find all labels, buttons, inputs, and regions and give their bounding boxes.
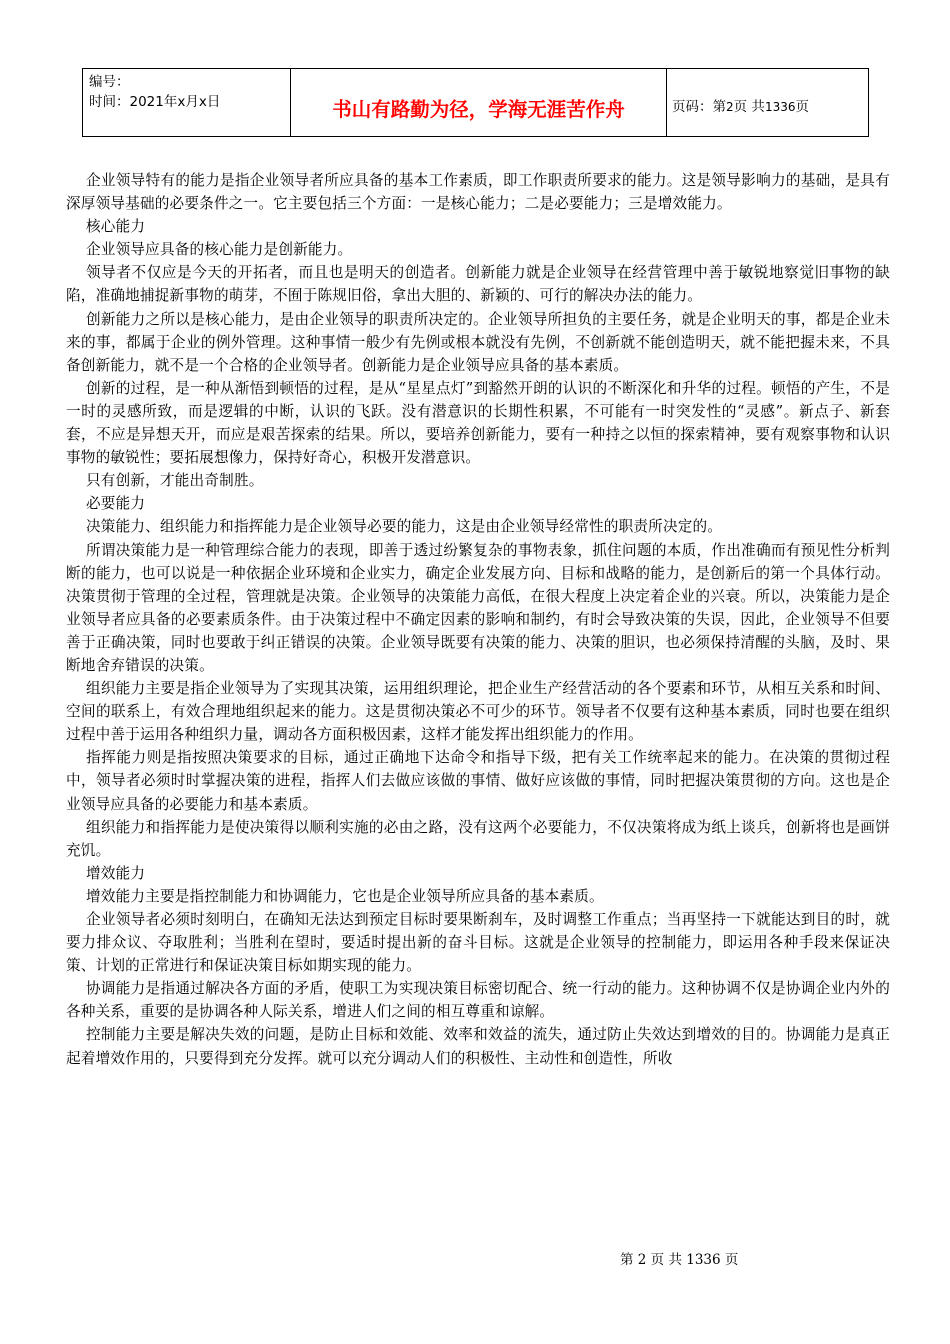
page-current: 2: [726, 99, 734, 114]
document-time-label: 时间：2021年x月x日: [89, 94, 221, 110]
document-number-label: 编号：: [89, 74, 130, 90]
paragraph: 协调能力是指通过解决各方面的矛盾，使职工为实现决策目标密切配合、统一行动的能力。这种协调不仅是协调企业内外的各种关系，重要的是协调各种人际关系，增进人们之间的相互尊重和谅解。: [66, 980, 890, 1021]
page-total: 1336: [764, 99, 796, 114]
header-page-cell: [667, 69, 869, 137]
page-footer: 第 2 页 共 1336 页: [620, 1252, 739, 1268]
paragraph: 增效能力主要是指控制能力和协调能力，它也是企业领导所应具备的基本素质。: [86, 887, 604, 905]
document-header: [82, 68, 869, 137]
paragraph: 只有创新，才能出奇制胜。: [86, 472, 264, 490]
section-heading-efficiency: 增效能力: [86, 864, 146, 882]
paragraph: 指挥能力则是指按照决策要求的目标，通过正确地下达命令和指导下级，把有关工作统率起来的能力。在决策的贯彻过程中，领导者必须时时掌握决策的进程，指挥人们去做应该做的事情、做好应该做的事情，同时把握决策贯彻的方向。这也是企业领导应具备的必要能力和基本素质。: [66, 749, 890, 813]
section-heading-core: 核心能力: [86, 218, 146, 236]
paragraph: 组织能力主要是指企业领导为了实现其决策，运用组织理论，把企业生产经营活动的各个要素和环节，从相互关系和时间、空间的联系上，有效合理地组织起来的能力。这是贯彻决策必不可少的环节。领导者不仅要有这种基本素质，同时也要在组织过程中善于运用各种组织力量，调动各方面积极因素，这样才能发挥出组织能力的作用。: [66, 680, 890, 744]
paragraph: 控制能力主要是解决失效的问题，是防止目标和效能、效率和效益的流失，通过防止失效达到增效的目的。协调能力是真正起着增效作用的，只要得到充分发挥。就可以充分调动人们的积极性、主动性和创造性，所收: [66, 1026, 890, 1067]
paragraph: 创新能力之所以是核心能力，是由企业领导的职责所决定的。企业领导所担负的主要任务，就是企业明天的事，都是企业未来的事，都属于企业的例外管理。这种事情一般少有先例或根本就没有先例，不创新就不能创造明天，就不能把握未来，不具备创新能力，就不是一个合格的企业领导者。创新能力是企业领导应具备的基本素质。: [66, 310, 890, 374]
header-meta-cell: [83, 69, 291, 137]
page-label: 页码：第: [672, 98, 726, 115]
paragraph: 创新的过程，是一种从渐悟到顿悟的过程，是从“星星点灯”到豁然开朗的认识的不断深化和升华的过程。顿悟的产生，不是一时的灵感所致，而是逻辑的中断，认识的飞跃。没有潜意识的长期性积累，不可能有一时突发性的“灵感”。新点子、新套套，不应是异想天开，而应是艰苦探索的结果。所以，要培养创新能力，要有一种持之以恒的探索精神，要有观察事物和认识事物的敏锐性；要拓展想像力，保持好奇心，积极开发潜意识。: [66, 379, 890, 467]
paragraph: 企业领导特有的能力是指企业领导者所应具备的基本工作素质，即工作职责所要求的能力。这是领导影响力的基础，是具有深厚领导基础的必要条件之一。它主要包括三个方面：一是核心能力；二是必要能力；三是增效能力。: [66, 172, 890, 213]
page-mid-label: 页 共: [733, 98, 765, 115]
paragraph: 所谓决策能力是一种管理综合能力的表现，即善于透过纷繁复杂的事物表象，抓住问题的本质，作出准确而有预见性分析判断的能力，也可以说是一种依据企业环境和企业实力，确定企业发展方向、目标和战略的能力，是创新后的第一个具体行动。决策贯彻于管理的全过程，管理就是决策。企业领导的决策能力高低，在很大程度上决定着企业的兴衰。所以，决策能力是企业领导者应具备的必要素质条件。由于决策过程中不确定因素的影响和制约，有时会导致决策的失误，因此，企业领导不但要善于正确决策，同时也要敢于纠正错误的决策。企业领导既要有决策的能力、决策的胆识，也必须保持清醒的头脑，及时、果断地舍弃错误的决策。: [66, 541, 890, 674]
paragraph: 企业领导应具备的核心能力是创新能力。: [86, 241, 353, 259]
page-suffix: 页: [795, 98, 809, 115]
paragraph: 企业领导者必须时刻明白，在确知无法达到预定目标时要果断刹车，及时调整工作重点；当再坚持一下就能达到目的时，就要力排众议、夺取胜利；当胜利在望时，要适时提出新的奋斗目标。这就是企业领导的控制能力，即运用各种手段来保证决策、计划的正常进行和保证决策目标如期实现的能力。: [66, 911, 890, 975]
paragraph: 组织能力和指挥能力是使决策得以顺利实施的必由之路，没有这两个必要能力，不仅决策将成为纸上谈兵，创新将也是画饼充饥。: [66, 818, 890, 859]
paragraph: 领导者不仅应是今天的开拓者，而且也是明天的创造者。创新能力就是企业领导在经营管理中善于敏锐地察觉旧事物的缺陷，准确地捕捉新事物的萌芽，不囿于陈规旧俗，拿出大胆的、新颖的、可行的解决办法的能力。: [66, 264, 890, 305]
section-heading-necessary: 必要能力: [86, 495, 146, 513]
paragraph: 决策能力、组织能力和指挥能力是企业领导必要的能力，这是由企业领导经常性的职责所决定的。: [86, 518, 723, 536]
document-body: [66, 169, 890, 1070]
header-motto: 书山有路勤为径，学海无涯苦作舟: [291, 69, 667, 137]
